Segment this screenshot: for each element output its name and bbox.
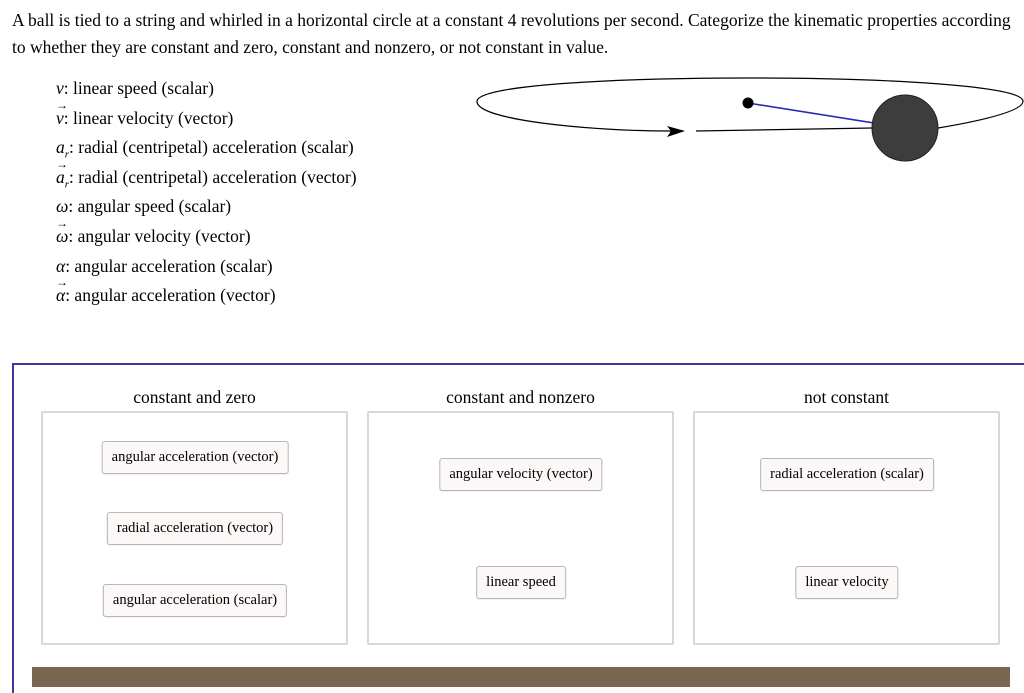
draggable-chip[interactable]: radial acceleration (vector): [107, 512, 283, 545]
definition-text: : radial (centripetal) acceleration (scalar): [69, 137, 354, 158]
whirling-ball-diagram: [470, 70, 1024, 170]
definition-text: : linear velocity (vector): [63, 107, 234, 128]
vector-arrow-icon: →: [56, 215, 68, 230]
definition-text: : angular acceleration (vector): [65, 285, 276, 306]
definition-symbol: ω: [56, 196, 69, 217]
ball: [872, 95, 938, 161]
bin-constant-zero[interactable]: [41, 411, 348, 645]
definition-item: [56, 192, 357, 222]
definition-text: : angular speed (scalar): [68, 196, 232, 217]
definition-item: [56, 215, 357, 252]
answer-tray: [32, 667, 1010, 687]
definition-symbol: → $a_r$: [56, 163, 69, 200]
definitions-list: [56, 74, 357, 311]
bin-constant-nonzero[interactable]: [367, 411, 674, 645]
definition-item: [56, 74, 357, 104]
definition-symbol: → α: [56, 281, 65, 311]
vector-arrow-icon: →: [56, 156, 68, 171]
definition-text: : radial (centripetal) acceleration (vector): [69, 166, 357, 187]
draggable-chip[interactable]: angular acceleration (scalar): [103, 584, 287, 617]
definition-text: : angular velocity (vector): [68, 225, 251, 246]
definition-item: [56, 97, 357, 134]
vector-arrow-icon: →: [56, 97, 68, 112]
question-text: A ball is tied to a string and whirled in a horizontal circle at a constant 4 revolutions per second. Categorize the kinematic properties according to whether they are constant and zero, constant and nonzero, or not constant in value.: [12, 10, 1011, 57]
definition-item: [56, 252, 357, 282]
category-title-not-constant: not constant: [803, 387, 890, 407]
definition-symbol: → v: [56, 104, 64, 134]
definition-item: [56, 156, 357, 193]
definition-symbol: α: [56, 255, 66, 276]
category-title-constant-nonzero: constant and nonzero: [446, 387, 595, 407]
vector-arrow-icon: →: [56, 275, 68, 290]
definition-symbol: v: [56, 78, 64, 98]
draggable-chip[interactable]: angular velocity (vector): [439, 458, 602, 491]
draggable-chip[interactable]: linear speed: [476, 566, 566, 599]
draggable-chip[interactable]: radial acceleration (scalar): [760, 458, 934, 491]
definition-symbol: → ω: [56, 222, 68, 252]
definition-text: : angular acceleration (scalar): [65, 255, 273, 276]
category-title-constant-zero: constant and zero: [133, 387, 256, 407]
definition-item: [56, 275, 357, 311]
definition-item: [56, 133, 357, 163]
draggable-chip[interactable]: angular acceleration (vector): [102, 441, 289, 474]
definition-symbol: $a_r$: [56, 137, 70, 161]
bin-not-constant[interactable]: [693, 411, 1000, 645]
definition-text: : linear speed (scalar): [63, 78, 214, 98]
draggable-chip[interactable]: linear velocity: [795, 566, 898, 599]
orbit-front-segment: [696, 128, 872, 131]
pivot-point: [743, 98, 754, 109]
